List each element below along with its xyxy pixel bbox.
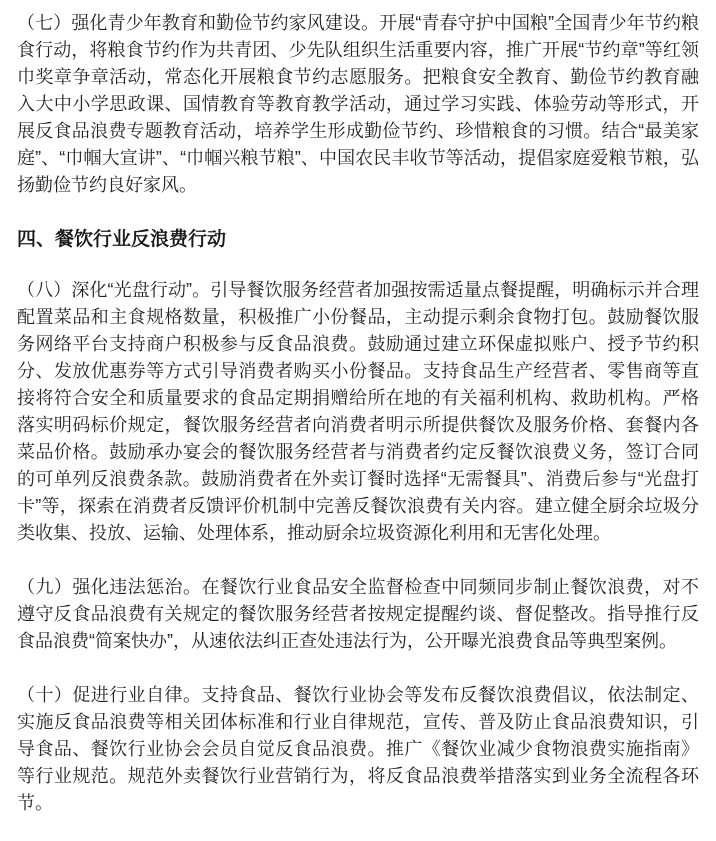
- paragraph-item-8: （八）深化“光盘行动”。引导餐饮服务经营者加强按需适量点餐提醒，明确标示并合理配置菜品和主食规格数量，积极推广小份餐品，主动提示剩余食物打包。鼓励餐饮服务网络平台支持商户积极参与反食品浪费。鼓励通过建立环保虚拟账户、授予节约积分、发放优惠券等方式引导消费者购买小份餐品。支持食品生产经营者、零售商等直接将符合安全和质量要求的食品定期捐赠给所在地的有关福利机构、救助机构。严格落实明码标价规定，餐饮服务经营者向消费者明示所提供餐饮及服务价格、套餐内各菜品价格。鼓励承办宴会的餐饮服务经营者与消费者约定反餐饮浪费义务，签订合同的可单列反浪费条款。鼓励消费者在外卖订餐时选择“无需餐具”、消费后参与“光盘打卡”等，探索在消费者反馈评价机制中完善反餐饮浪费有关内容。建立健全厨余垃圾分类收集、投放、运输、处理体系，推动厨余垃圾资源化利用和无害化处理。: [17, 280, 699, 543]
- paragraph-item-9: （九）强化违法惩治。在餐饮行业食品安全监督检查中同频同步制止餐饮浪费，对不遵守反食品浪费有关规定的餐饮服务经营者按规定提醒约谈、督促整改。指导推行反食品浪费“简案快办”，从速依法纠正查处违法行为，公开曝光浪费食品等典型案例。: [17, 577, 699, 651]
- section-heading-part-4: 四、餐饮行业反浪费行动: [17, 229, 227, 250]
- paragraph-item-10: （十）促进行业自律。支持食品、餐饮行业协会等发布反餐饮浪费倡议，依法制定、实施反食品浪费等相关团体标准和行业自律规范，宣传、普及防止食品浪费知识，引导食品、餐饮行业协会会员自觉反食品浪费。推广《餐饮业减少食物浪费实施指南》等行业规范。规范外卖餐饮行业营销行为，将反食品浪费举措落实到业务全流程各环节。: [17, 685, 699, 813]
- paragraph-item-7: （七）强化青少年教育和勤俭节约家风建设。开展“青春守护中国粮”全国青少年节约粮食行动，将粮食节约作为共青团、少先队组织生活重要内容，推广开展“节约章”等红领巾奖章争章活动，常态化开展粮食节约志愿服务。把粮食安全教育、勤俭节约教育融入大中小学思政课、国情教育等教育教学活动，通过学习实践、体验劳动等形式，开展反食品浪费专题教育活动，培养学生形成勤俭节约、珍惜粮食的习惯。结合“最美家庭”、“巾帼大宣讲”、“巾帼兴粮节粮”、中国农民丰收节等活动，提倡家庭爱粮节粮，弘扬勤俭节约良好家风。: [17, 13, 699, 195]
